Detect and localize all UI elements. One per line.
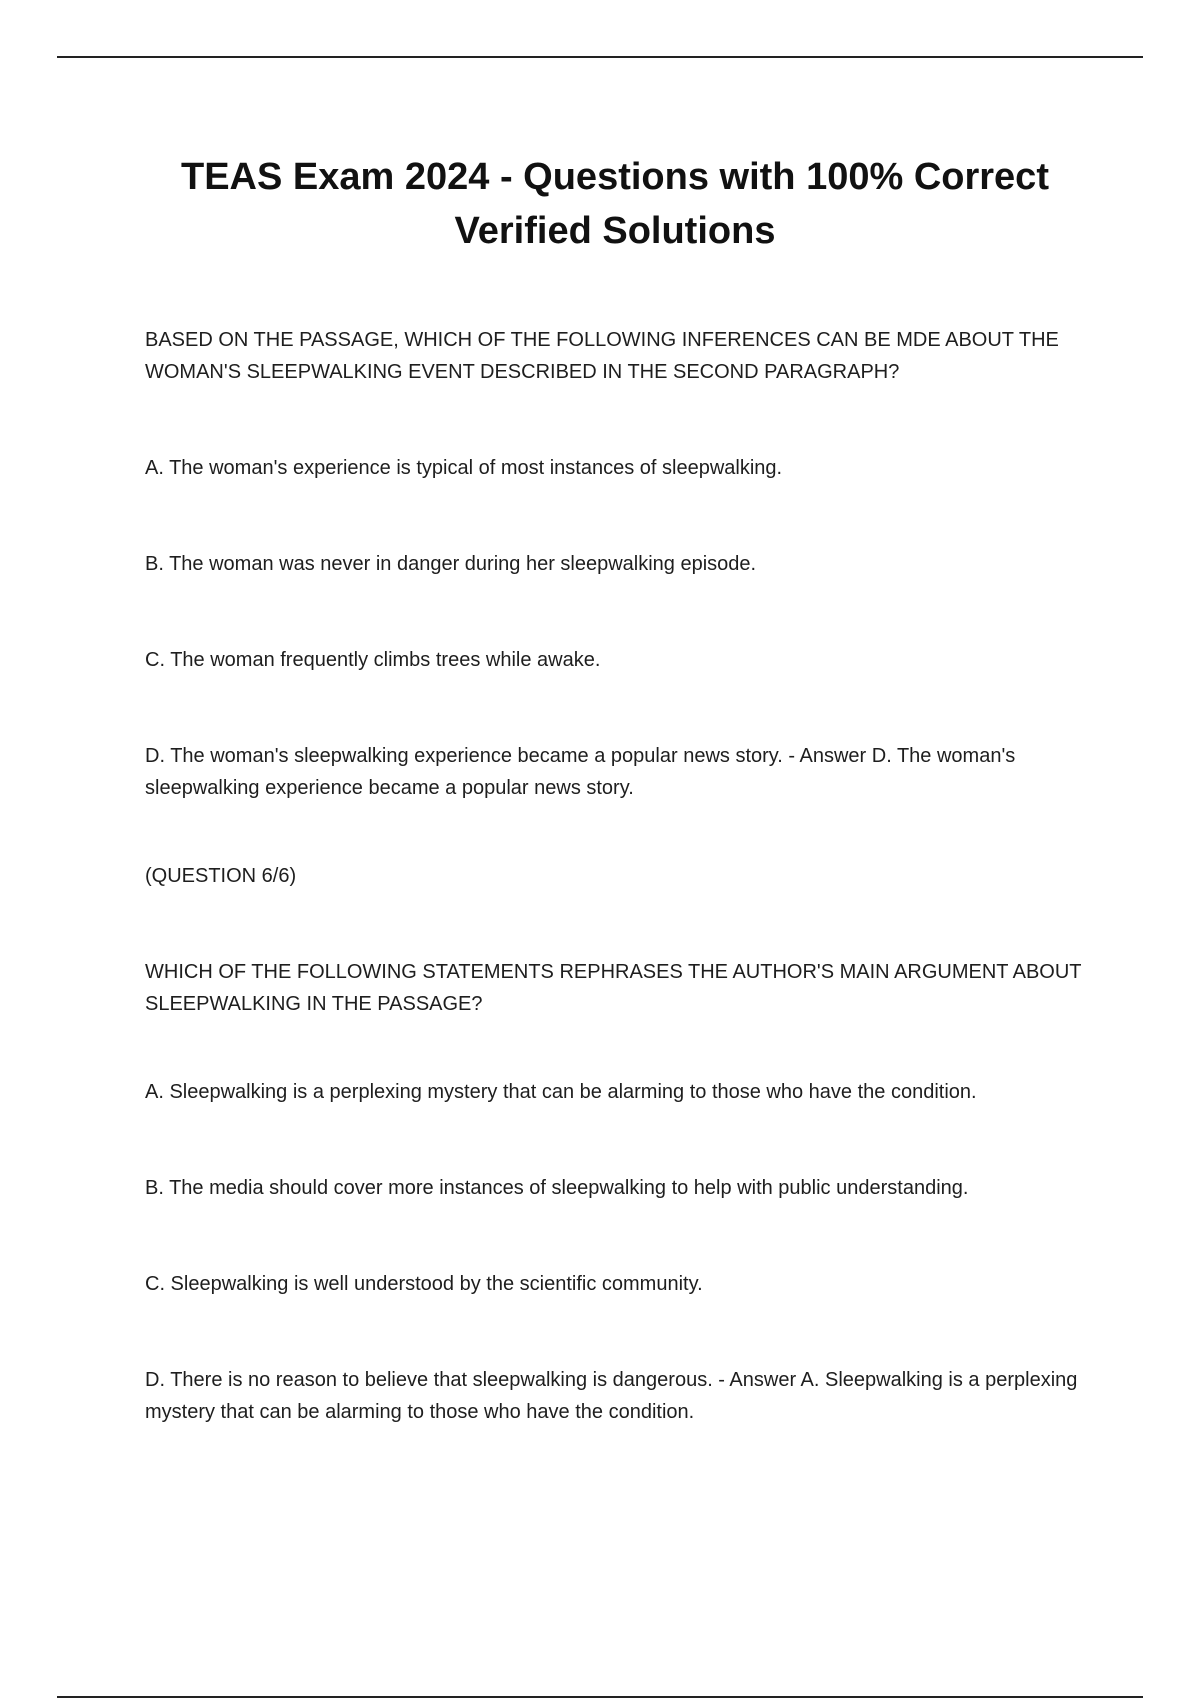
title-line-1: TEAS Exam 2024 - Questions with 100% Correct bbox=[181, 156, 1049, 198]
title-line-2: Verified Solutions bbox=[454, 210, 776, 252]
question-6-option-b: B. The media should cover more instances of sleepwalking to help with public understanding. bbox=[145, 1177, 969, 1199]
question-6-option-a: A. Sleepwalking is a perplexing mystery that can be alarming to those who have the condition. bbox=[145, 1081, 977, 1103]
document-page bbox=[145, 150, 1085, 1428]
question-5-option-b: B. The woman was never in danger during her sleepwalking episode. bbox=[145, 553, 757, 575]
question-6-option-c: C. Sleepwalking is well understood by the scientific community. bbox=[145, 1273, 703, 1295]
question-5-option-a: A. The woman's experience is typical of most instances of sleepwalking. bbox=[145, 457, 783, 479]
document-title bbox=[135, 150, 1095, 258]
bottom-divider bbox=[57, 1696, 1143, 1698]
question-5-option-d-answer: D. The woman's sleepwalking experience became a popular news story. - Answer D. The woman's sleepwalking experience became a popular news story. bbox=[145, 745, 1016, 799]
question-6-option-d-answer: D. There is no reason to believe that sleepwalking is dangerous. - Answer A. Sleepwalking is a perplexing mystery that can be alarming to those who have the condition. bbox=[145, 1369, 1078, 1423]
top-divider bbox=[57, 56, 1143, 58]
question-5-option-c: C. The woman frequently climbs trees while awake. bbox=[145, 649, 601, 671]
question-5-text: BASED ON THE PASSAGE, WHICH OF THE FOLLOWING INFERENCES CAN BE MDE ABOUT THE WOMAN'S SLEEPWALKING EVENT DESCRIBED IN THE SECOND PARAGRAPH? bbox=[145, 329, 1059, 383]
question-counter: (QUESTION 6/6) bbox=[145, 865, 297, 887]
question-6-text: WHICH OF THE FOLLOWING STATEMENTS REPHRASES THE AUTHOR'S MAIN ARGUMENT ABOUT SLEEPWALKING IN THE PASSAGE? bbox=[145, 961, 1082, 1015]
